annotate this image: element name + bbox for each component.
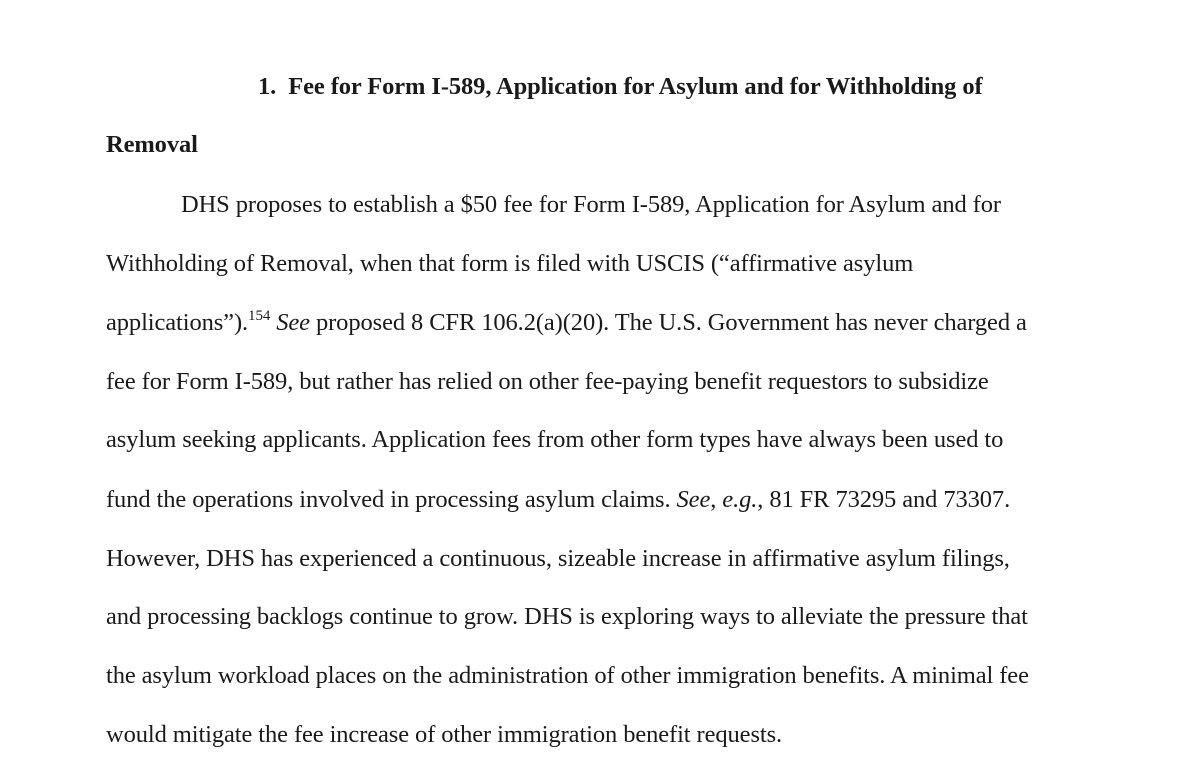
paragraph-text: applications”).: [106, 309, 249, 336]
section-heading-line-1: [258, 72, 983, 102]
paragraph-text: DHS proposes to establish a $50 fee for Form I-589, Application for Asylum and for: [181, 191, 1001, 218]
paragraph-line-10: [106, 720, 782, 750]
paragraph-line-7: [106, 544, 1010, 574]
italic-see: See: [676, 486, 711, 513]
paragraph-text: the asylum workload places on the administration of other immigration benefits. A minimal fee: [106, 662, 1029, 689]
paragraph-text: asylum seeking applicants. Application fees from other form types have always been used to: [106, 426, 1004, 453]
paragraph-line-4: [106, 367, 989, 397]
paragraph-line-2: [106, 249, 913, 279]
paragraph-line-3: [106, 308, 1027, 341]
paragraph-text: would mitigate the fee increase of other immigration benefit requests.: [106, 721, 783, 748]
section-number: 1.: [258, 73, 277, 100]
paragraph-text: , 81 FR 73295 and 73307.: [757, 486, 1011, 513]
section-title: Fee for Form I-589, Application for Asylum and for Withholding of: [288, 73, 983, 100]
paragraph-text: ,: [710, 486, 723, 513]
paragraph-text: Withholding of Removal, when that form is filed with USCIS (“affirmative asylum: [106, 250, 914, 277]
paragraph-text: and processing backlogs continue to grow. DHS is exploring ways to alleviate the pressure that: [106, 603, 1028, 630]
paragraph-line-9: [106, 661, 1029, 691]
paragraph-line-1: [181, 190, 1001, 220]
section-heading-line-2: [106, 130, 198, 160]
italic-eg: e.g.: [722, 486, 758, 513]
footnote-reference[interactable]: 154: [248, 308, 271, 324]
section-title-continued: Removal: [106, 131, 198, 158]
paragraph-text: fee for Form I-589, but rather has relied on other fee-paying benefit requestors to subsidize: [106, 368, 989, 395]
paragraph-text: However, DHS has experienced a continuous, sizeable increase in affirmative asylum filings,: [106, 545, 1010, 572]
paragraph-text: fund the operations involved in processing asylum claims.: [106, 486, 677, 513]
paragraph-line-6: [106, 485, 1010, 515]
paragraph-line-5: [106, 425, 1003, 455]
paragraph-text: proposed 8 CFR 106.2(a)(20). The U.S. Government has never charged a: [309, 309, 1027, 336]
italic-see: See: [276, 309, 310, 336]
paragraph-line-8: [106, 602, 1028, 632]
